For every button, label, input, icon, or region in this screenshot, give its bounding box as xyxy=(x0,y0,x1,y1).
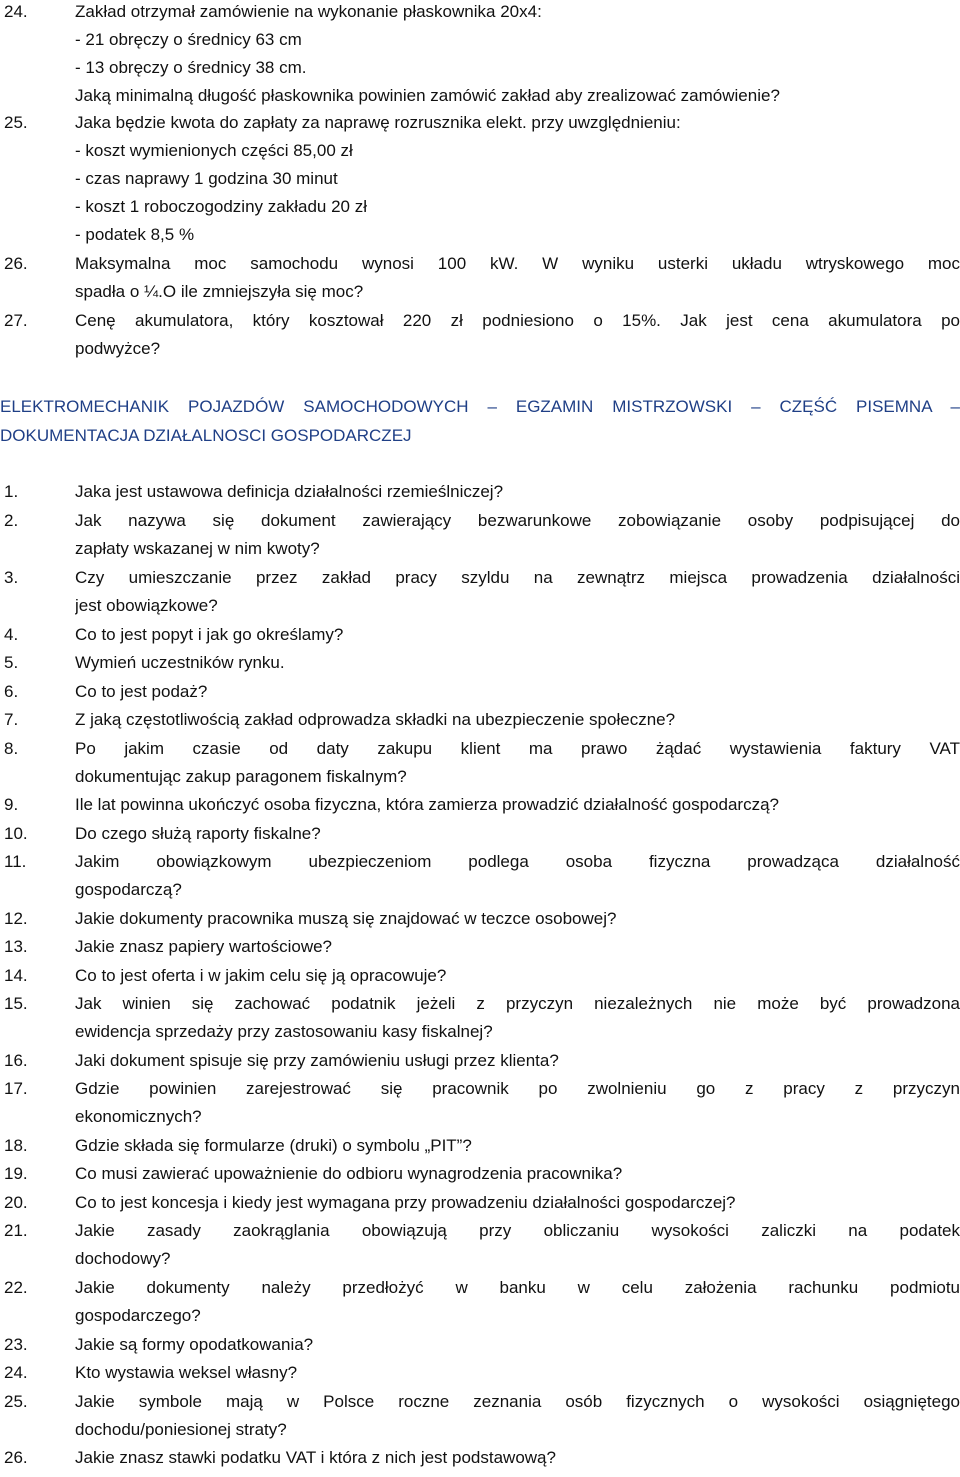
question-text: ekonomicznych? xyxy=(75,1107,202,1126)
question-text: Jakie dokumenty pracownika muszą się znajdować w teczce osobowej? xyxy=(75,909,617,928)
question-number: 26. xyxy=(4,1448,28,1467)
question-number: 24. xyxy=(4,1363,28,1382)
question-text: Maksymalna moc samochodu wynosi 100 kW. W wyniku usterki układu wtryskowego moc xyxy=(75,254,960,273)
question-text: Czy umieszczanie przez zakład pracy szyldu na zewnątrz miejsca prowadzenia działalności xyxy=(75,568,960,587)
question-text: Jakie zasady zaokrąglania obowiązują przy obliczaniu wysokości zaliczki na podatek xyxy=(75,1221,960,1240)
question-text: Ile lat powinna ukończyć osoba fizyczna, która zamierza prowadzić działalność gospodarczą? xyxy=(75,795,779,814)
question-text: Jakie są formy opodatkowania? xyxy=(75,1335,314,1354)
question-number: 26. xyxy=(4,254,28,273)
question-number: 11. xyxy=(4,852,27,871)
question-text: jest obowiązkowe? xyxy=(75,596,218,615)
question-text: Kto wystawia weksel własny? xyxy=(75,1363,298,1382)
question-number: 23. xyxy=(4,1335,28,1354)
question-number: 25. xyxy=(4,1392,28,1411)
question-text: Co to jest podaż? xyxy=(75,682,208,701)
question-text: gospodarczą? xyxy=(75,880,182,899)
question-subline: - koszt wymienionych części 85,00 zł xyxy=(75,141,353,160)
question-number: 3. xyxy=(4,568,19,587)
question-number: 1. xyxy=(4,482,19,501)
question-number: 14. xyxy=(4,966,28,985)
question-subline: - 21 obręczy o średnicy 63 cm xyxy=(75,30,302,49)
question-text: Cenę akumulatora, który kosztował 220 zł podniesiono o 15%. Jak jest cena akumulatora po xyxy=(75,311,960,330)
question-text: Jaka będzie kwota do zapłaty za naprawę rozrusznika elekt. przy uwzględnieniu: xyxy=(75,113,681,132)
question-text: Co to jest oferta i w jakim celu się ją opracowuje? xyxy=(75,966,447,985)
question-text: gospodarczego? xyxy=(75,1306,201,1325)
question-text: Do czego służą raporty fiskalne? xyxy=(75,824,321,843)
question-text: dochodu/poniesionej straty? xyxy=(75,1420,287,1439)
question-subline: Jaką minimalną długość płaskownika powinien zamówić zakład aby zrealizować zamówienie? xyxy=(75,86,780,105)
question-text: Co to jest popyt i jak go określamy? xyxy=(75,625,344,644)
question-text: Wymień uczestników rynku. xyxy=(75,653,285,672)
section-heading: ELEKTROMECHANIK POJAZDÓW SAMOCHODOWYCH – EGZAMIN MISTRZOWSKI – CZĘŚĆ PISEMNA – xyxy=(0,397,960,416)
question-number: 13. xyxy=(4,937,28,956)
question-text: Co to jest koncesja i kiedy jest wymagana przy prowadzeniu działalności gospodarczej? xyxy=(75,1193,736,1212)
question-text: dochodowy? xyxy=(75,1249,171,1268)
question-text: dokumentując zakup paragonem fiskalnym? xyxy=(75,767,407,786)
question-number: 8. xyxy=(4,739,19,758)
question-subline: - koszt 1 roboczogodziny zakładu 20 zł xyxy=(75,197,367,216)
question-number: 10. xyxy=(4,824,28,843)
question-text: Zakład otrzymał zamówienie na wykonanie płaskownika 20x4: xyxy=(75,2,542,21)
question-text: Jaka jest ustawowa definicja działalności rzemieślniczej? xyxy=(75,482,504,501)
question-number: 18. xyxy=(4,1136,28,1155)
question-number: 5. xyxy=(4,653,19,672)
question-text: Jakie symbole mają w Polsce roczne zeznania osób fizycznych o wysokości osiągniętego xyxy=(75,1392,960,1411)
question-text: Jakim obowiązkowym ubezpieczeniom podlega osoba fizyczna prowadząca działalność xyxy=(75,852,960,871)
question-number: 6. xyxy=(4,682,19,701)
section-heading-continued: DOKUMENTACJA DZIAŁALNOSCI GOSPODARCZEJ xyxy=(0,426,412,445)
question-number: 20. xyxy=(4,1193,28,1212)
question-text: spadła o ¼.O ile zmniejszyła się moc? xyxy=(75,282,364,301)
question-number: 2. xyxy=(4,511,19,530)
question-text: Jak nazywa się dokument zawierający bezwarunkowe zobowiązanie osoby podpisującej do xyxy=(75,511,960,530)
question-text: Z jaką częstotliwością zakład odprowadza składki na ubezpieczenie społeczne? xyxy=(75,710,676,729)
question-subline: - 13 obręczy o średnicy 38 cm. xyxy=(75,58,307,77)
question-number: 16. xyxy=(4,1051,28,1070)
question-text: Jaki dokument spisuje się przy zamówieniu usługi przez klienta? xyxy=(75,1051,559,1070)
question-subline: - czas naprawy 1 godzina 30 minut xyxy=(75,169,338,188)
question-number: 9. xyxy=(4,795,19,814)
question-number: 22. xyxy=(4,1278,28,1297)
question-number: 25. xyxy=(4,113,28,132)
question-number: 15. xyxy=(4,994,28,1013)
question-text: Po jakim czasie od daty zakupu klient ma prawo żądać wystawienia faktury VAT xyxy=(75,739,960,758)
question-subline: - podatek 8,5 % xyxy=(75,225,195,244)
question-text: Jakie dokumenty należy przedłożyć w banku w celu założenia rachunku podmiotu xyxy=(75,1278,960,1297)
question-number: 24. xyxy=(4,2,28,21)
question-text: Jakie znasz stawki podatku VAT i która z nich jest podstawową? xyxy=(75,1448,556,1467)
question-text: ewidencja sprzedaży przy zastosowaniu kasy fiskalnej? xyxy=(75,1022,493,1041)
question-text: Gdzie powinien zarejestrować się pracownik po zwolnieniu go z pracy z przyczyn xyxy=(75,1079,960,1098)
question-number: 17. xyxy=(4,1079,28,1098)
question-number: 12. xyxy=(4,909,28,928)
question-number: 27. xyxy=(4,311,28,330)
question-number: 4. xyxy=(4,625,19,644)
question-number: 19. xyxy=(4,1164,28,1183)
question-text: podwyżce? xyxy=(75,339,161,358)
question-text: Co musi zawierać upoważnienie do odbioru wynagrodzenia pracownika? xyxy=(75,1164,623,1183)
question-text: Jak winien się zachować podatnik jeżeli z przyczyn niezależnych nie może być prowadzona xyxy=(75,994,960,1013)
question-text: Gdzie składa się formularze (druki) o symbolu „PIT”? xyxy=(75,1136,472,1155)
question-number: 7. xyxy=(4,710,19,729)
question-number: 21. xyxy=(4,1221,28,1240)
question-text: zapłaty wskazanej w nim kwoty? xyxy=(75,539,320,558)
question-text: Jakie znasz papiery wartościowe? xyxy=(75,937,333,956)
